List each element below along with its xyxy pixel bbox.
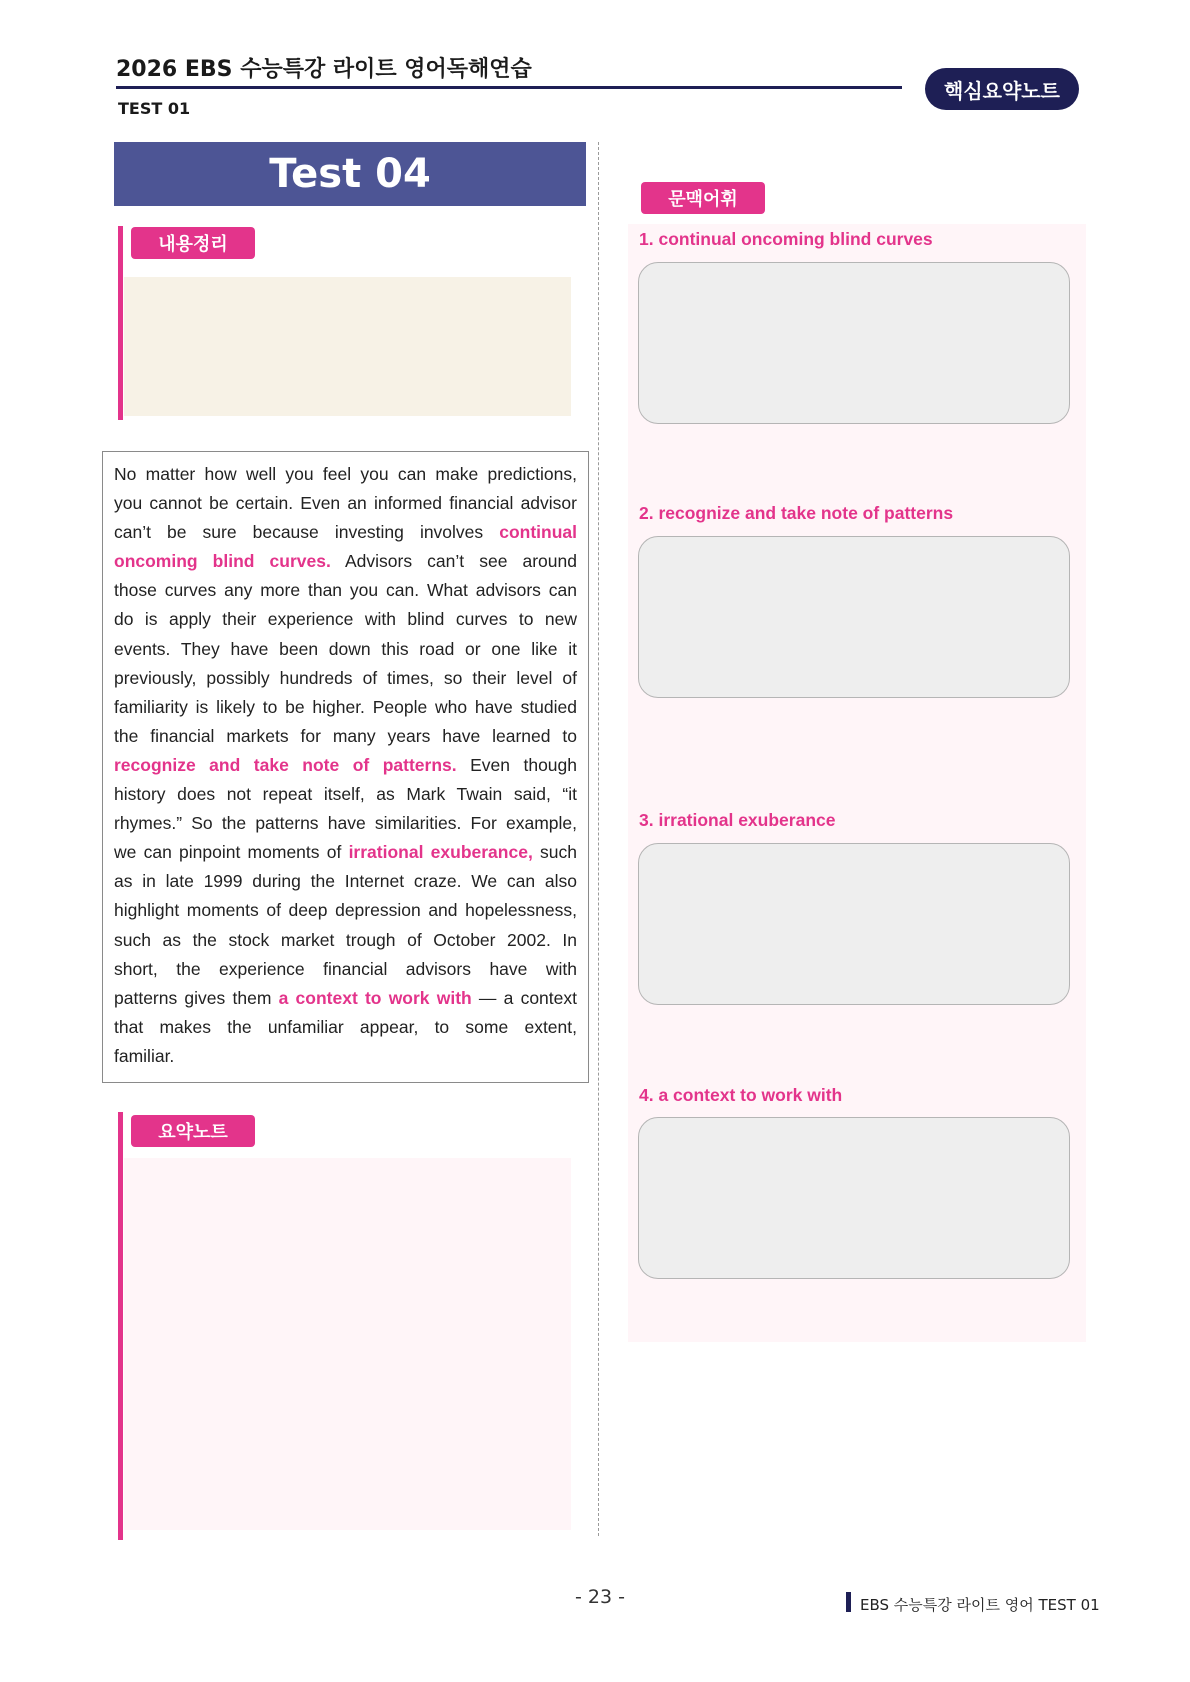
content-summary-area <box>124 277 571 416</box>
vocab-tag: 문맥어휘 <box>641 182 765 214</box>
book-title: 2026 EBS 수능특강 라이트 영어독해연습 <box>116 57 532 82</box>
page-number: - 23 - <box>575 1586 625 1608</box>
footer-text: EBS 수능특강 라이트 영어 TEST 01 <box>860 1596 1100 1614</box>
column-divider <box>598 142 599 1536</box>
content-summary-tag: 내용정리 <box>131 227 255 259</box>
summary-section-bar <box>118 1112 123 1540</box>
vocab-answer-box-4[interactable] <box>638 1117 1070 1279</box>
highlight-context-to-work-with: a context to work with <box>278 987 472 1008</box>
passage-text: No matter how well you feel you can make predictions, you cannot be certain. Even an informed financial advisor can’t be sure because investing involves continual oncoming blind curves. Advisors can’t see around those curves any more than you can. What advisors can do is apply their experience with blind curves to new events. They have been down this road or one like it previously, possibly hundreds of times, so their level of familiarity is likely to be higher. People who have studied the financial markets for many years have learned to recognize and take note of patterns. Even though history does not repeat itself, as Mark Twain said, “it rhymes.” So the patterns have similarities. For example, we can pinpoint moments of irrational exuberance, such as in late 1999 during the Internet craze. We can also highlight moments of deep depression and hopelessness, such as the stock market trough of October 2002. In short, the experience financial advisors have with patterns gives them a context to work with — a context that makes the unfamiliar appear, to some extent, familiar. <box>114 464 578 1066</box>
summary-note-area <box>124 1158 571 1530</box>
test-banner: Test 04 <box>114 142 586 206</box>
summary-note-tag: 요약노트 <box>131 1115 255 1147</box>
footer-mark <box>846 1592 851 1612</box>
highlight-continual-oncoming-blind-curves: continual oncoming blind curves. <box>114 522 577 572</box>
content-section-bar <box>118 226 123 420</box>
passage-box <box>102 451 589 1083</box>
vocab-answer-box-3[interactable] <box>638 843 1070 1005</box>
test-label: TEST 01 <box>118 99 191 118</box>
header-rule <box>116 86 902 89</box>
key-summary-badge: 핵심요약노트 <box>925 68 1079 110</box>
vocab-label-4: 4. a context to work with <box>639 1085 843 1105</box>
vocab-answer-box-2[interactable] <box>638 536 1070 698</box>
highlight-recognize-patterns: recognize and take note of patterns. <box>114 754 457 775</box>
highlight-irrational-exuberance: irrational exuberance, <box>348 842 533 863</box>
vocab-answer-box-1[interactable] <box>638 262 1070 424</box>
vocab-label-2: 2. recognize and take note of patterns <box>639 503 954 523</box>
vocab-label-1: 1. continual oncoming blind curves <box>639 229 933 249</box>
vocab-label-3: 3. irrational exuberance <box>639 810 836 830</box>
